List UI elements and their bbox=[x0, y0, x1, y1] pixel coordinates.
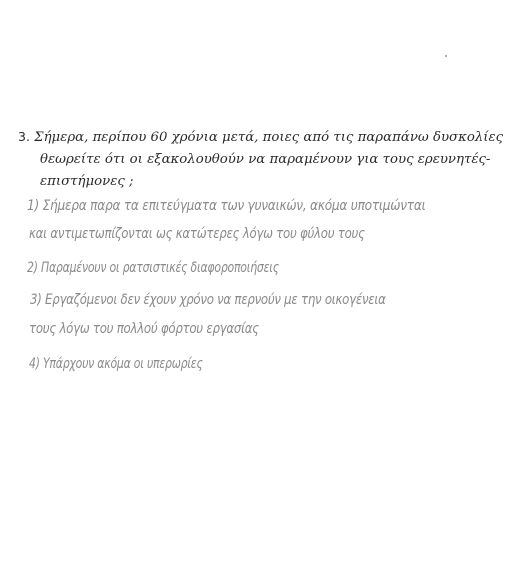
answer-line: 2) Παραμένουν οι ρατσιστικές διαφοροποιήσεις bbox=[27, 260, 279, 276]
answer-line: 4) Υπάρχουν ακόμα οι υπερωρίες bbox=[29, 356, 203, 372]
question-text-1: Σήμερα, περίπου 60 χρόνια μετά, ποιες από τις παραπάνω δυσκολίες bbox=[34, 130, 504, 145]
answer-line: τους λόγω του πολλού φόρτου εργασίας bbox=[29, 321, 259, 337]
question-line-2: θεωρείτε ότι οι εξακολουθούν να παραμένουν για τους ερευνητές- bbox=[40, 152, 491, 167]
answer-line: 3) Εργαζόμενοι δεν έχουν χρόνο να περνούν με την οικογένεια bbox=[30, 292, 386, 308]
question-line-3: επιστήμονες ; bbox=[40, 174, 134, 189]
answer-line: και αντιμετωπίζονται ως κατώτερες λόγω του φύλου τους bbox=[29, 226, 365, 242]
answer-line: 1) Σήμερα παρα τα επιτεύγματα των γυναικών, ακόμα υποτιμώνται bbox=[27, 198, 426, 214]
question-number: 3. bbox=[18, 129, 30, 144]
